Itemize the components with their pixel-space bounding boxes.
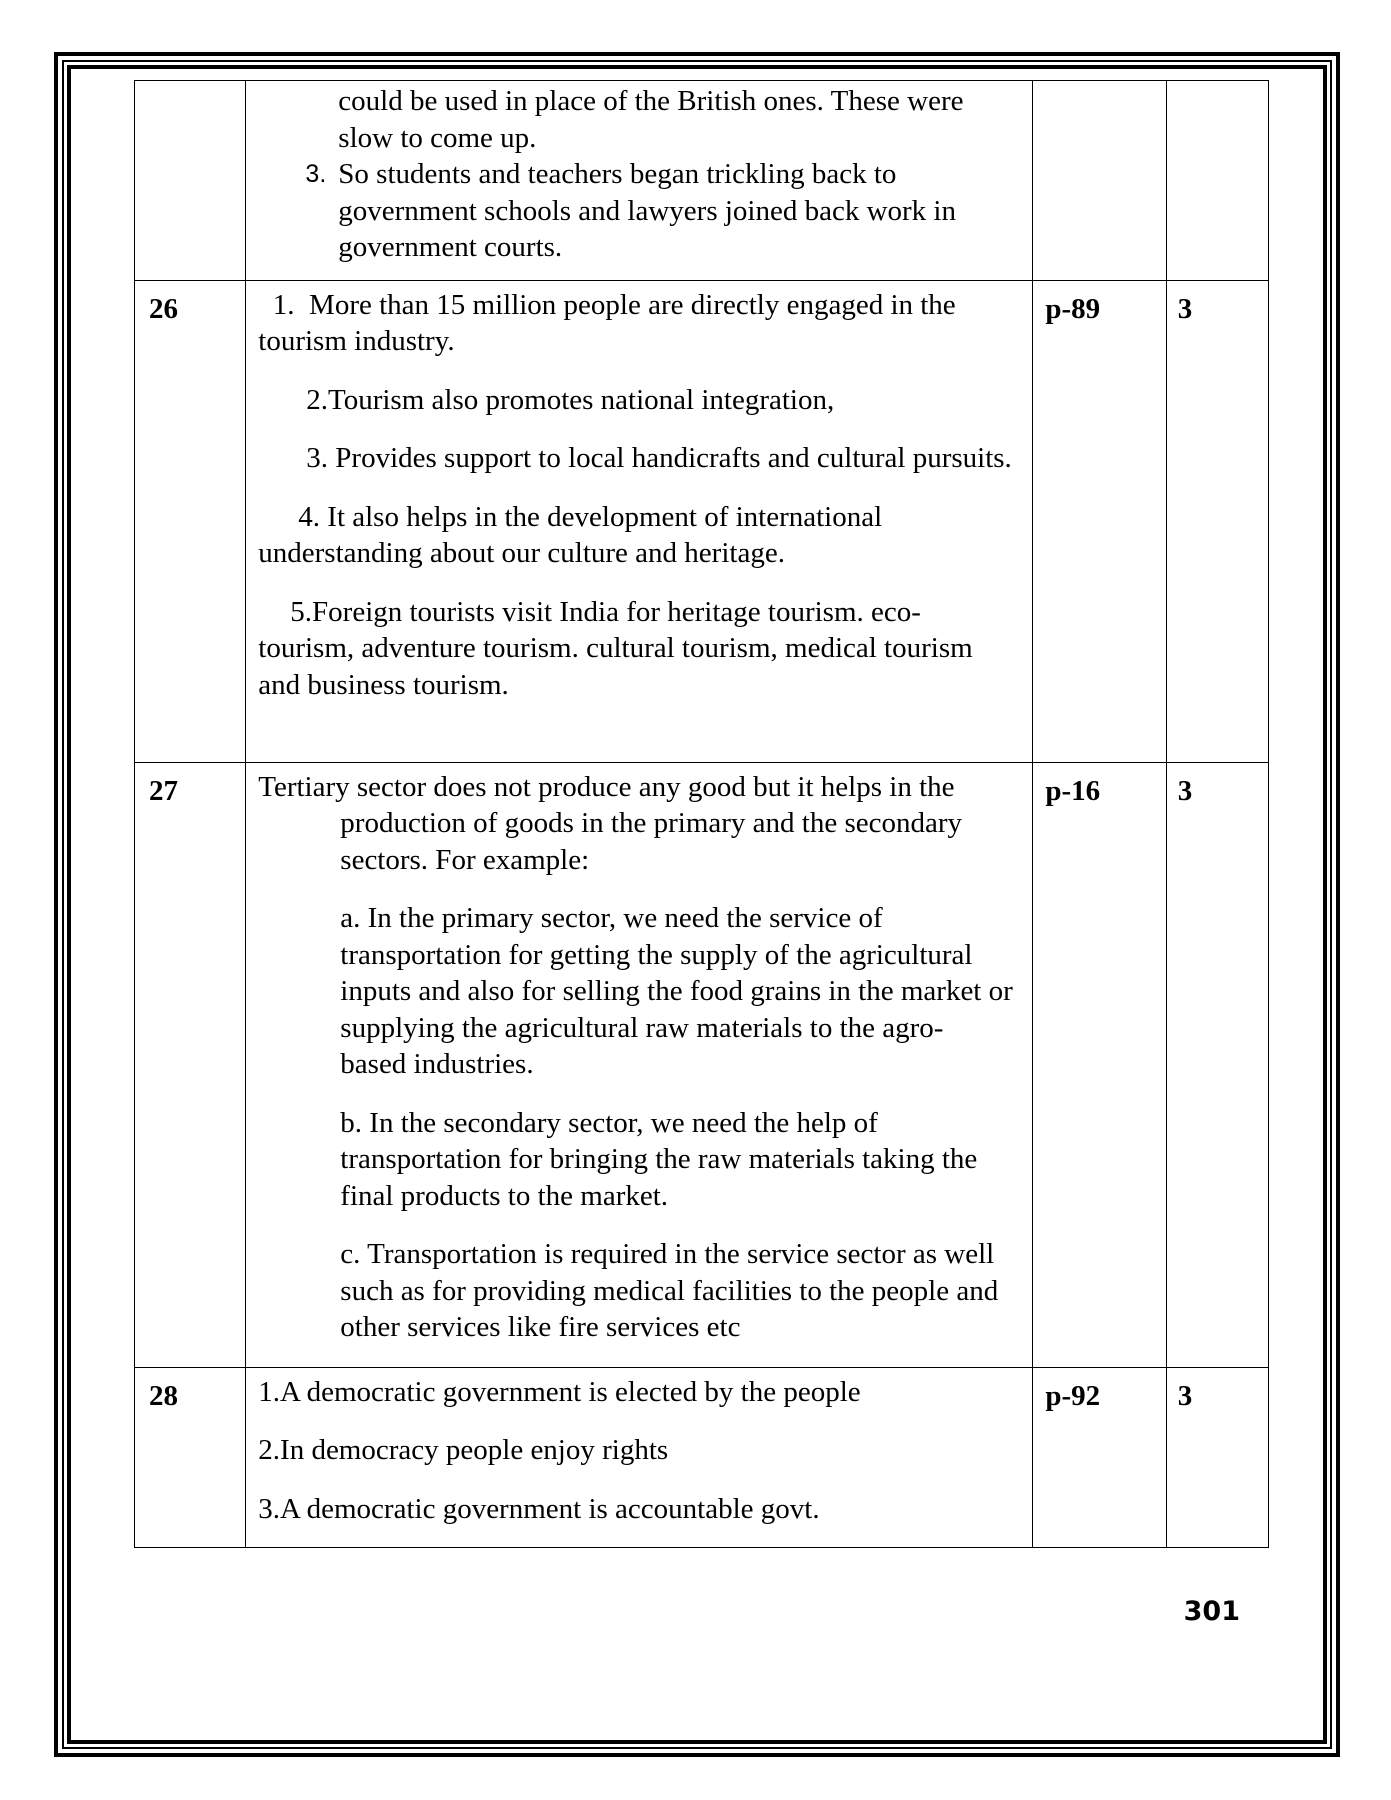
- page-ref-cell: [1033, 81, 1166, 281]
- page-ref-cell: [1033, 1367, 1166, 1547]
- page-ref-cell: [1033, 280, 1166, 762]
- answer-point: 3. Provides support to local handicrafts and cultural pursuits.: [306, 442, 1012, 474]
- question-number: 26: [149, 292, 178, 325]
- table-row: [135, 1367, 1269, 1547]
- question-number-cell: [135, 280, 246, 762]
- page-ref-cell: [1033, 762, 1166, 1367]
- table-row: [135, 280, 1269, 762]
- answer-cell: [246, 81, 1033, 281]
- question-number-cell: [135, 762, 246, 1367]
- marks-cell: [1166, 81, 1268, 281]
- answer-cell: [246, 1367, 1033, 1547]
- marks-value: 3: [1177, 292, 1193, 325]
- answer-point: 2.In democracy people enjoy rights: [258, 1434, 669, 1466]
- answer-intro: Tertiary sector does not produce any good but it helps in the production of goods in the primary and the secondary sectors. For example:: [258, 770, 963, 876]
- list-number: 3.: [305, 160, 327, 188]
- marks-value: 3: [1177, 1379, 1193, 1412]
- answer-cell: [246, 762, 1033, 1367]
- marks-value: 3: [1177, 774, 1193, 807]
- answer-line: government schools and lawyers joined back work in: [338, 194, 956, 227]
- answer-line: slow to come up.: [338, 121, 537, 154]
- question-number: 27: [149, 774, 178, 807]
- answer-point: a. In the primary sector, we need the service of transportation for getting the supply of the agricultural inputs and also for selling the food grains in the market or supplying the agricultural raw materials to the agro- based industries.: [340, 902, 1013, 1080]
- answer-line: could be used in place of the British ones. These were: [338, 85, 964, 117]
- question-number-cell: [135, 81, 246, 281]
- answer-cell: [246, 280, 1033, 762]
- page-number: 301: [1183, 1596, 1240, 1627]
- question-number-cell: [135, 1367, 246, 1547]
- answer-point: b. In the secondary sector, we need the help of transportation for bringing the raw materials taking the final products to the market.: [340, 1106, 978, 1212]
- answer-line: So students and teachers began trickling back to: [338, 158, 897, 190]
- answer-point: 1. More than 15 million people are directly engaged in the tourism industry.: [258, 288, 963, 357]
- page-ref: p-92: [1045, 1379, 1101, 1412]
- answer-line: government courts.: [338, 231, 563, 263]
- answer-point: 3.A democratic government is accountable govt.: [258, 1492, 820, 1525]
- marks-cell: [1166, 1367, 1268, 1547]
- answer-point: 2.Tourism also promotes national integration,: [306, 383, 835, 416]
- page-ref: p-89: [1045, 292, 1101, 325]
- table-row: [135, 81, 1269, 281]
- answer-point: 5.Foreign tourists visit India for heritage tourism. eco-tourism, adventure tourism. cultural tourism, medical tourism and business tourism.: [258, 595, 973, 701]
- page-ref: p-16: [1045, 774, 1101, 807]
- answer-key-table: [134, 80, 1269, 1548]
- answer-point: 4. It also helps in the development of international understanding about our culture and heritage.: [258, 500, 883, 569]
- table-row: [135, 762, 1269, 1367]
- marks-cell: [1166, 280, 1268, 762]
- answer-point: c. Transportation is required in the service sector as well such as for providing medical facilities to the people and other services like fire services etc: [340, 1238, 999, 1343]
- answer-point: 1.A democratic government is elected by the people: [258, 1375, 861, 1408]
- question-number: 28: [149, 1379, 178, 1412]
- marks-cell: [1166, 762, 1268, 1367]
